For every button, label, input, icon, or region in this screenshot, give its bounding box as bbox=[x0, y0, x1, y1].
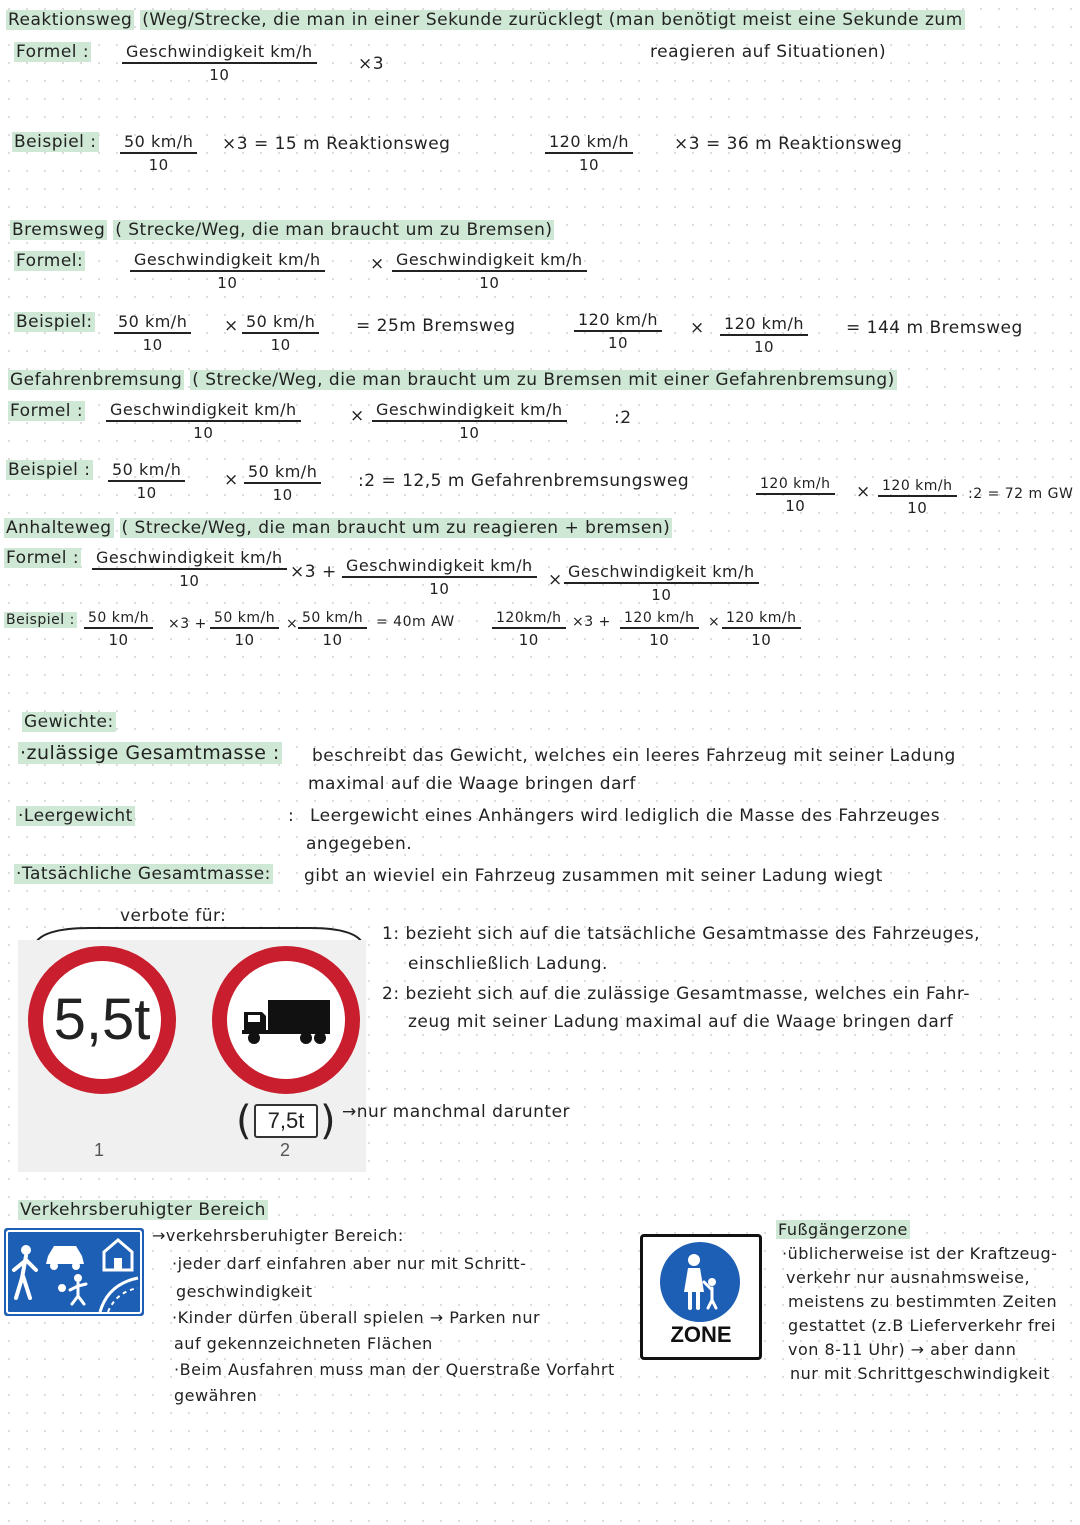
anhalte-formel-op2: × bbox=[548, 570, 563, 590]
brems-bsp-frac4: $\frac{120 km/h}{10}$ bbox=[720, 314, 808, 356]
gefahr-title: Gefahrenbremsung bbox=[10, 370, 183, 390]
anhalte-bsp-op1: ×3 + bbox=[168, 616, 207, 632]
gefahr-bsp-frac2: $\frac{50 km/h}{10}$ bbox=[244, 462, 321, 504]
gewichte-leer-text1: Leergewicht eines Anhängers wird lediglich die Masse des Fahrzeuges bbox=[310, 806, 941, 826]
reaktion-formel-op: ×3 bbox=[358, 54, 385, 74]
reaktion-bsp1-fraction: $\frac{50 km/h}{10}$ bbox=[120, 132, 197, 174]
verkehr-l5: ·Beim Ausfahren muss man der Querstraße Vorfahrt bbox=[174, 1360, 615, 1379]
gewichte-leer-colon: : bbox=[288, 806, 295, 826]
gefahr-bsp-op2: × bbox=[856, 482, 871, 502]
anhalte-bsp-op2: × bbox=[286, 616, 299, 632]
anhalte-bsp-label: Beispiel : bbox=[6, 612, 75, 628]
zone-label: ZONE bbox=[670, 1322, 732, 1347]
gefahr-bsp-op: × bbox=[224, 470, 239, 490]
brems-bsp-result2: = 144 m Bremsweg bbox=[846, 318, 1023, 338]
gewichte-verbote: verbote für: bbox=[120, 906, 227, 926]
fuss-l4: gestattet (z.B Lieferverkehr frei bbox=[788, 1316, 1057, 1335]
brems-heading bbox=[10, 220, 554, 240]
brems-bsp-label: Beispiel: bbox=[16, 312, 93, 332]
gefahr-heading bbox=[8, 370, 897, 390]
gefahr-desc: ( Strecke/Weg, die man braucht um zu Bremsen mit einer Gefahrenbremsung) bbox=[192, 370, 895, 390]
gewichte-note1b: einschließlich Ladung. bbox=[408, 954, 608, 974]
reaktion-formel-fraction: Geschwindigkeit km/h 10 bbox=[122, 42, 317, 84]
gewichte-leer-text2: angegeben. bbox=[306, 834, 413, 854]
reaktion-bsp-label: Beispiel : bbox=[14, 132, 97, 152]
gefahr-bsp-result: :2 = 12,5 m Gefahrenbremsungsweg bbox=[358, 471, 690, 491]
brems-bsp-result: = 25m Bremsweg bbox=[356, 316, 516, 336]
anhalte-bsp-frac3: $\frac{50 km/h}{10}$ bbox=[298, 610, 367, 649]
gefahr-bsp-frac3: $\frac{120 km/h}{10}$ bbox=[756, 476, 835, 515]
gefahr-formel-op: × bbox=[350, 406, 365, 426]
anhalte-bsp-frac2: $\frac{50 km/h}{10}$ bbox=[210, 610, 279, 649]
gefahr-bsp-frac4: $\frac{120 km/h}{10}$ bbox=[878, 478, 957, 517]
verkehr-l3: ·Kinder dürfen überall spielen → Parken nur bbox=[172, 1308, 541, 1327]
gewichte-zul-label: ·zulässige Gesamtmasse : bbox=[20, 742, 280, 764]
reaktion-title: Reaktionsweg bbox=[8, 10, 133, 30]
verkehr-sub: →verkehrsberuhigter Bereich: bbox=[152, 1226, 404, 1245]
fuss-l2: verkehr nur ausnahmsweise, bbox=[786, 1268, 1031, 1287]
gewichte-tat-text: gibt an wieviel ein Fahrzeug zusammen mit seiner Ladung wiegt bbox=[304, 866, 883, 886]
anhalte-formel-op1: ×3 + bbox=[290, 562, 337, 582]
play-street-icon bbox=[4, 1228, 144, 1316]
reaktion-desc2: reagieren auf Situationen) bbox=[650, 42, 887, 62]
paren-open: ( bbox=[236, 1098, 252, 1144]
reaktion-bsp2-fraction: $\frac{120 km/h}{10}$ bbox=[545, 132, 633, 174]
anhalte-heading bbox=[4, 518, 672, 538]
gewichte-zul-text2: maximal auf die Waage bringen darf bbox=[308, 774, 636, 794]
gewichte-note1a: 1: bezieht sich auf die tatsächliche Gesamtmasse des Fahrzeuges, bbox=[382, 924, 981, 944]
brems-formel-frac2: Geschwindigkeit km/h 10 bbox=[392, 250, 587, 292]
pedestrian-icon bbox=[660, 1242, 740, 1322]
gewichte-tat-label: ·Tatsächliche Gesamtmasse: bbox=[16, 864, 271, 884]
verkehr-l6: gewähren bbox=[174, 1386, 258, 1405]
paren-close: ) bbox=[320, 1098, 336, 1144]
brems-desc: ( Strecke/Weg, die man braucht um zu Bremsen) bbox=[115, 220, 553, 240]
fuss-title: Fußgängerzone bbox=[778, 1220, 908, 1239]
fuss-l6: nur mit Schrittgeschwindigkeit bbox=[790, 1364, 1050, 1383]
gefahr-formel-frac1: Geschwindigkeit km/h 10 bbox=[106, 400, 301, 442]
gefahr-bsp-label: Beispiel : bbox=[8, 460, 91, 480]
verkehr-l2: geschwindigkeit bbox=[176, 1282, 313, 1301]
gefahr-bsp-frac1: $\frac{50 km/h}{10}$ bbox=[108, 460, 185, 502]
sign2-number: 2 bbox=[280, 1140, 291, 1160]
brems-formel-frac1: Geschwindigkeit km/h 10 bbox=[130, 250, 325, 292]
brems-bsp-frac2: $\frac{50 km/h}{10}$ bbox=[242, 312, 319, 354]
gefahr-formel-frac2: Geschwindigkeit km/h 10 bbox=[372, 400, 567, 442]
gewichte-note2a: 2: bezieht sich auf die zulässige Gesamtmasse, welches ein Fahr- bbox=[382, 984, 970, 1004]
gewichte-note2b: zeug mit seiner Ladung maximal auf die Waage bringen darf bbox=[408, 1012, 954, 1032]
verkehr-l4: auf gekennzeichneten Flächen bbox=[174, 1334, 433, 1353]
brems-bsp-op2: × bbox=[690, 318, 705, 338]
anhalte-bsp-op4: × bbox=[708, 614, 721, 630]
anhalte-bsp-frac6: $\frac{120 km/h}{10}$ bbox=[722, 610, 801, 649]
fuss-l1: ·üblicherweise ist der Kraftzeug- bbox=[782, 1244, 1058, 1263]
reaktion-desc: (Weg/Strecke, die man in einer Sekunde zurücklegt (man benötigt meist eine Sekunde zum bbox=[142, 10, 963, 30]
gewichte-title: Gewichte: bbox=[24, 712, 114, 732]
anhalte-bsp-frac1: $\frac{50 km/h}{10}$ bbox=[84, 610, 153, 649]
verkehr-l1: ·jeder darf einfahren aber nur mit Schritt- bbox=[172, 1254, 527, 1273]
anhalte-bsp-frac4: $\frac{120km/h}{10}$ bbox=[492, 610, 566, 649]
brems-bsp-frac1: $\frac{50 km/h}{10}$ bbox=[114, 312, 191, 354]
gewichte-arrow-note: →nur manchmal darunter bbox=[342, 1102, 571, 1122]
anhalte-bsp-result: = 40m AW bbox=[376, 614, 455, 630]
gefahr-formel-tail: :2 bbox=[614, 408, 632, 428]
brems-title: Bremsweg bbox=[12, 220, 106, 240]
truck-icon bbox=[240, 994, 332, 1046]
anhalte-title: Anhalteweg bbox=[6, 518, 112, 538]
gewichte-zul-text1: beschreibt das Gewicht, welches ein leeres Fahrzeug mit seiner Ladung bbox=[312, 746, 956, 766]
anhalte-formel-label: Formel : bbox=[6, 548, 80, 568]
anhalte-formel-frac3: Geschwindigkeit km/h 10 bbox=[564, 562, 759, 604]
anhalte-formel-frac1: Geschwindigkeit km/h 10 bbox=[92, 548, 287, 590]
anhalte-desc: ( Strecke/Weg, die man braucht um zu reagieren + bremsen) bbox=[121, 518, 671, 538]
anhalte-bsp-frac5: $\frac{120 km/h}{10}$ bbox=[620, 610, 699, 649]
brems-formel-op: × bbox=[370, 254, 385, 274]
gefahr-bsp-result2: :2 = 72 m GW bbox=[968, 486, 1074, 502]
weight-limit-sign-text: 5,5t bbox=[53, 987, 151, 1052]
fuss-l3: meistens zu bestimmten Zeiten bbox=[788, 1292, 1058, 1311]
verkehr-title: Verkehrsberuhigter Bereich bbox=[20, 1200, 266, 1220]
weight-plate: 7,5t bbox=[254, 1104, 318, 1138]
brems-bsp-op: × bbox=[224, 316, 239, 336]
reaktion-formel-label: Formel : bbox=[16, 42, 90, 62]
anhalte-formel-frac2: Geschwindigkeit km/h 10 bbox=[342, 556, 537, 598]
gewichte-leer-label: ·Leergewicht bbox=[18, 806, 133, 826]
reaktion-bsp1-result: ×3 = 15 m Reaktionsweg bbox=[222, 134, 451, 154]
anhalte-bsp-op3: ×3 + bbox=[572, 614, 611, 630]
brems-bsp-frac3: $\frac{120 km/h}{10}$ bbox=[574, 310, 662, 352]
reaktion-bsp2-result: ×3 = 36 m Reaktionsweg bbox=[674, 134, 903, 154]
brems-formel-label: Formel: bbox=[16, 251, 84, 271]
reaktion-heading bbox=[6, 10, 965, 30]
sign1-number: 1 bbox=[94, 1140, 105, 1160]
fuss-l5: von 8-11 Uhr) → aber dann bbox=[788, 1340, 1017, 1359]
gefahr-formel-label: Formel : bbox=[10, 401, 84, 421]
